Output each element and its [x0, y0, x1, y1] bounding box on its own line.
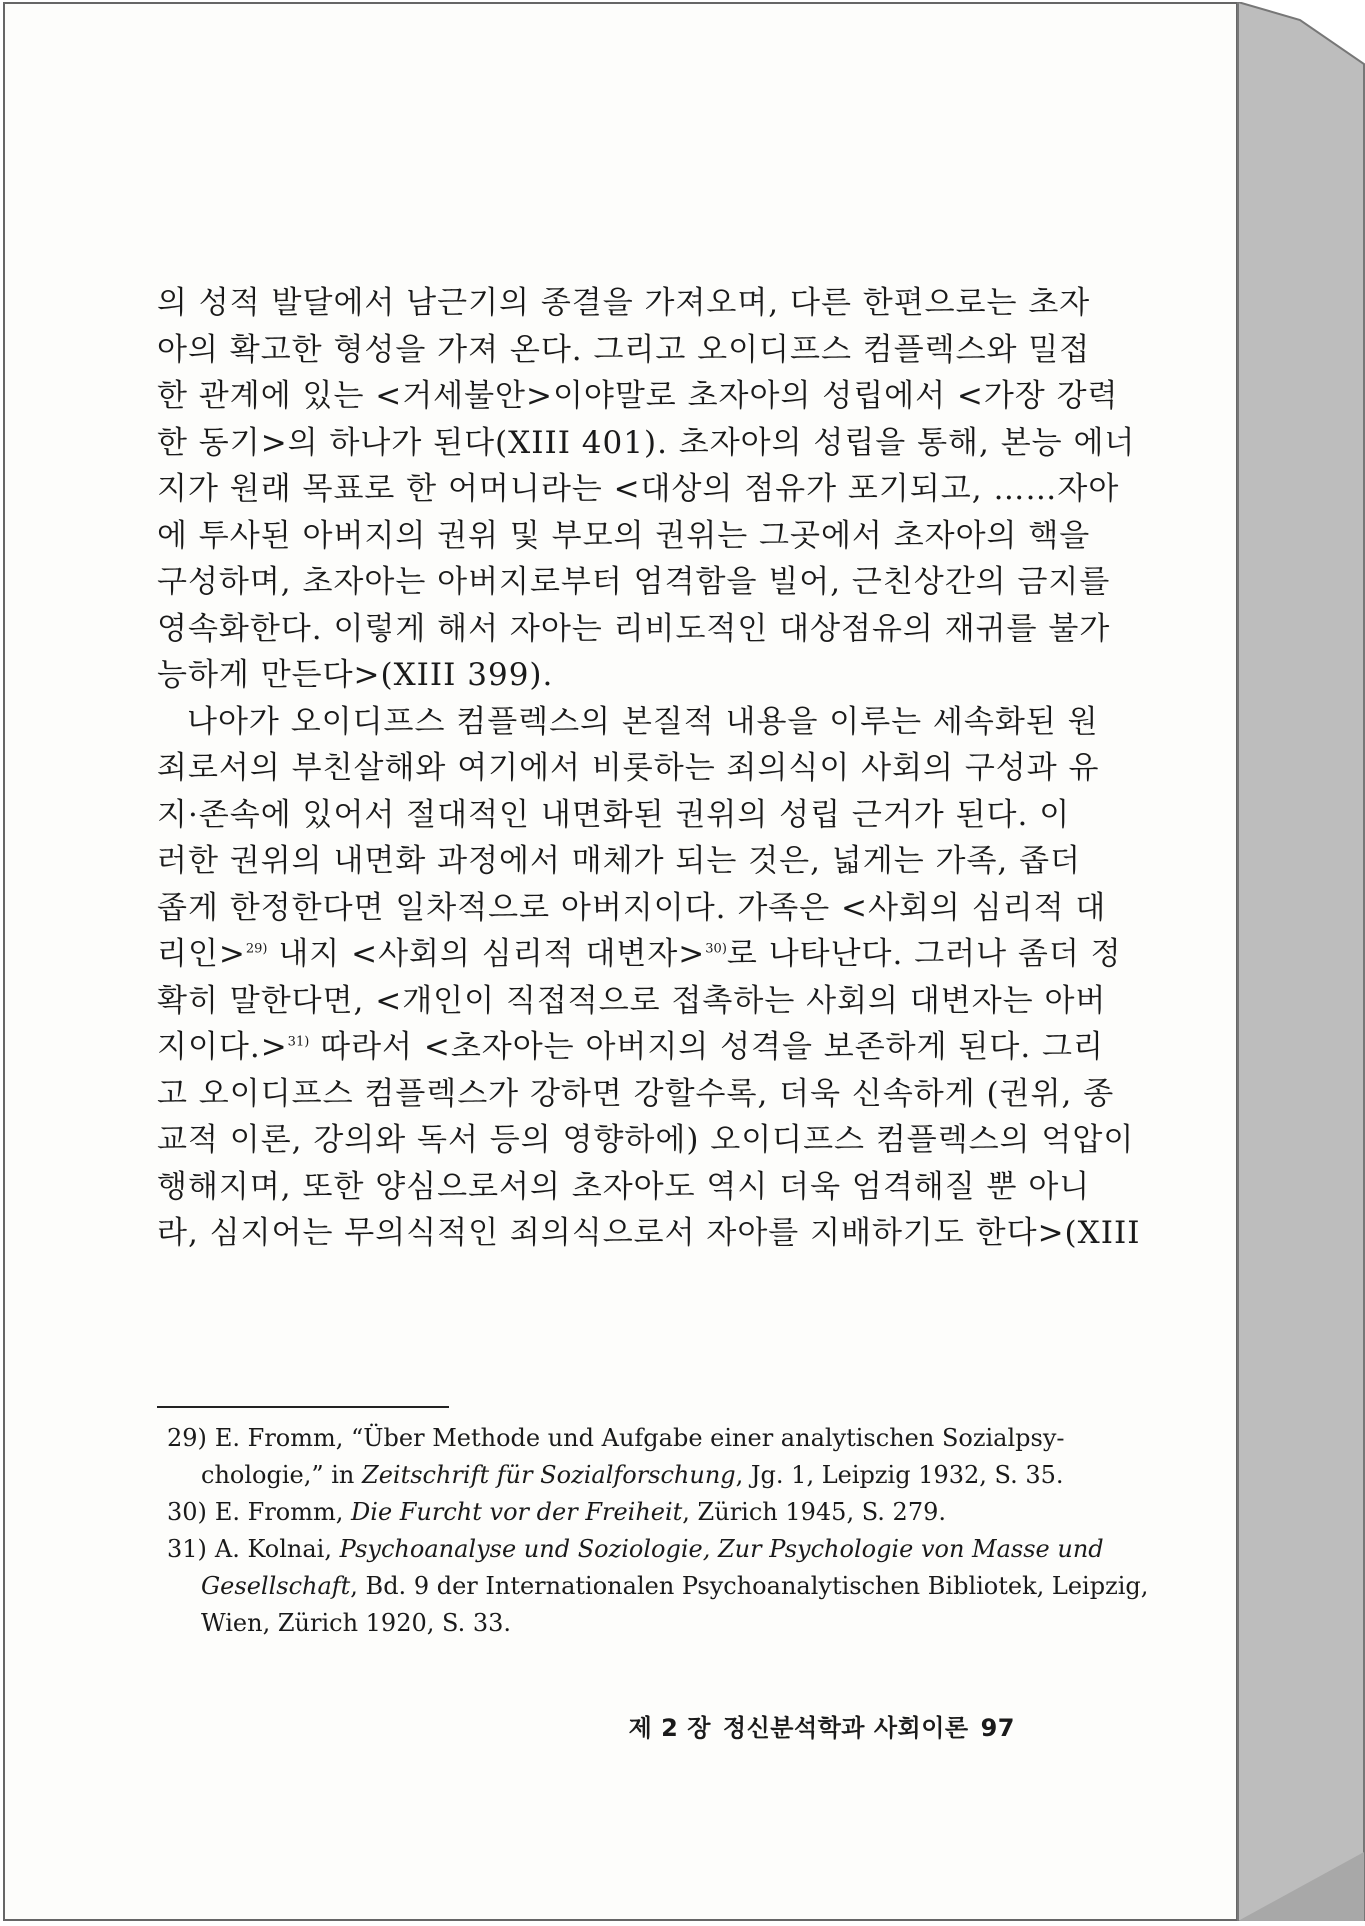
text-line [157, 1024, 1104, 1071]
footnote-text: , Jg. 1, Leipzig 1932, S. 35. [735, 1461, 1064, 1489]
text-line: 의 성적 발달에서 남근기의 종결을 가져오며, 다른 한편으로는 초자 [157, 285, 1091, 321]
text-line: 교적 이론, 강의와 독서 등의 영향하에) 오이디프스 컴플렉스의 억압이 [157, 1122, 1135, 1158]
text-line: 아의 확고한 형성을 가져 온다. 그리고 오이디프스 컴플렉스와 밀접 [157, 331, 1091, 368]
footnote-31 [167, 1531, 1104, 1568]
text-line: 영속화한다. 이렇게 해서 자아는 리비도적인 대상점유의 재귀를 불가 [157, 610, 1111, 647]
text-fragment: 지이다.> [157, 1029, 288, 1065]
footnote-title: Gesellschaft [201, 1572, 351, 1600]
footnote-number: 29) [167, 1424, 207, 1452]
text-line: 한 동기>의 하나가 된다(XIII 401). 초자아의 성립을 통해, 본능 에너 [157, 424, 1136, 461]
text-line: 한 관계에 있는 <거세불안>이야말로 초자아의 성립에서 <가장 강력 [157, 378, 1119, 414]
footnote-text: Wien, Zürich 1920, S. 33. [201, 1609, 511, 1637]
footnote-31-cont [167, 1568, 1149, 1605]
footnote-29-cont [167, 1457, 1064, 1494]
text-line [157, 931, 1122, 978]
footnote-title: Die Furcht vor der Freiheit [351, 1498, 683, 1526]
footnote-text: E. Fromm, “Über Methode und Aufgabe einer analytischen Sozialpsy- [214, 1424, 1065, 1452]
footnote-text: A. Kolnai, [214, 1535, 340, 1563]
text-line: 나아가 오이디프스 컴플렉스의 본질적 내용을 이루는 세속화된 원 [187, 703, 1099, 740]
page-number: 97 [980, 1714, 1015, 1742]
footnote-text: chologie,” in [201, 1461, 363, 1489]
text-line: 확히 말한다면, <개인이 직접적으로 접촉하는 사회의 대변자는 아버 [157, 982, 1107, 1019]
footnote-text: , Bd. 9 der Internationalen Psychoanalytischen Bibliotek, Leipzig, [350, 1572, 1149, 1600]
chapter-label: 제 2 장 [628, 1714, 711, 1742]
page-edge-3d [1236, 2, 1365, 1921]
text-line: 고 오이디프스 컴플렉스가 강하면 강할수록, 더욱 신속하게 (권위, 종 [157, 1075, 1115, 1112]
text-line: 지가 원래 목표로 한 어머니라는 <대상의 점유가 포기되고, ……자아 [157, 471, 1120, 507]
text-fragment: 내지 <사회의 심리적 대변자> [267, 936, 706, 972]
footnote-31-cont [167, 1605, 1052, 1642]
footnote-text: E. Fromm, [214, 1498, 352, 1526]
footnote-30 [167, 1494, 1052, 1531]
footnote-ref-30[interactable]: 30) [705, 941, 727, 957]
footnote-number: 31) [167, 1535, 207, 1563]
text-line: 라, 심지어는 무의식적인 죄의식으로서 자아를 지배하기도 한다>(XIII [157, 1215, 1141, 1251]
footnote-ref-29[interactable]: 29) [245, 941, 268, 957]
running-footer [629, 1708, 1015, 1743]
footnote-29 [167, 1420, 1065, 1457]
body-text [157, 280, 1141, 1257]
footnote-number: 30) [167, 1498, 207, 1526]
footnote-text: , Zürich 1945, S. 279. [682, 1498, 946, 1526]
footnote-ref-31[interactable]: 31) [287, 1034, 310, 1050]
text-fragment: 따라서 <초자아는 아버지의 성격을 보존하게 된다. 그리 [309, 1029, 1104, 1065]
text-line: 러한 권위의 내면화 과정에서 매체가 되는 것은, 넓게는 가족, 좁더 [157, 843, 1081, 879]
text-fragment: 로 나타난다. 그러나 좀더 정 [726, 936, 1122, 972]
chapter-title: 정신분석학과 사회이론 [722, 1714, 969, 1742]
text-line: 능하게 만든다>(XIII 399). [157, 657, 554, 693]
text-fragment: 리인> [157, 936, 246, 972]
text-line: 죄로서의 부친살해와 여기에서 비롯하는 죄의식이 사회의 구성과 유 [157, 750, 1100, 786]
footnotes [167, 1420, 1149, 1642]
text-line: 구성하며, 초자아는 아버지로부터 엄격함을 빌어, 근친상간의 금지를 [157, 564, 1111, 600]
text-line: 행해지며, 또한 양심으로서의 초자아도 역시 더욱 엄격해질 뿐 아니 [157, 1168, 1091, 1205]
footnote-divider [157, 1406, 449, 1408]
footnote-title: Zeitschrift für Sozialforschung [362, 1461, 736, 1489]
footnote-title: Psychoanalyse und Soziologie, Zur Psychologie von Masse und [339, 1535, 1104, 1563]
text-line: 지·존속에 있어서 절대적인 내면화된 권위의 성립 근거가 된다. 이 [157, 796, 1071, 833]
text-line: 좁게 한정한다면 일차적으로 아버지이다. 가족은 <사회의 심리적 대 [157, 889, 1107, 926]
text-line: 에 투사된 아버지의 권위 및 부모의 권위는 그곳에서 초자아의 핵을 [157, 517, 1091, 554]
